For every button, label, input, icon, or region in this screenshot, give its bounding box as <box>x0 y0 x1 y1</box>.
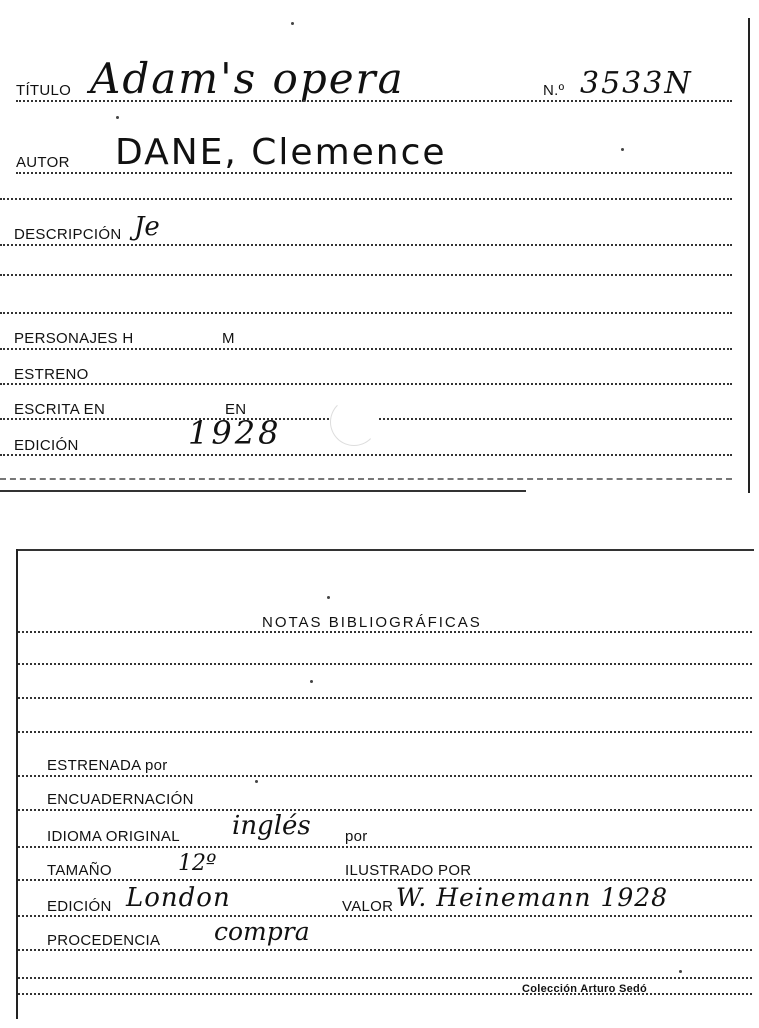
edicion-label: EDICIÓN <box>14 437 79 454</box>
procedencia-value: compra <box>214 917 310 946</box>
blank-rule-3 <box>0 312 732 314</box>
valor-value: W. Heinemann 1928 <box>396 883 669 912</box>
coleccion-stamp: Colección Arturo Sedó <box>522 983 648 995</box>
scan-speck <box>327 596 330 599</box>
tamano-rule <box>18 879 752 881</box>
estrenada-label: ESTRENADA por <box>47 757 168 774</box>
descripcion-rule <box>0 244 732 246</box>
heading-rule <box>18 631 752 633</box>
scan-speck <box>255 780 258 783</box>
autor-label: AUTOR <box>16 154 70 171</box>
autor-value: DANE, Clemence <box>115 132 447 173</box>
idioma-por-label: por <box>345 828 368 845</box>
procedencia-label: PROCEDENCIA <box>47 932 161 949</box>
bottom-rule <box>0 478 732 480</box>
paper-smudge <box>330 398 378 446</box>
numero-label: N.º <box>543 82 565 99</box>
tamano-value: 12º <box>178 851 217 876</box>
estreno-label: ESTRENO <box>14 366 89 383</box>
scan-speck <box>310 680 313 683</box>
card-right-border <box>748 18 750 493</box>
estrenada-rule <box>18 775 752 777</box>
edicion-rule <box>0 454 732 456</box>
bottom-rule-2 <box>18 993 752 995</box>
blank-rule-1 <box>0 198 732 200</box>
titulo-value: Adam's opera <box>90 54 405 103</box>
escrita-en-label: EN <box>225 401 247 418</box>
blank-rule-d <box>18 977 752 979</box>
idioma-value: inglés <box>232 811 311 841</box>
personajes-m-label: M <box>222 330 235 347</box>
titulo-label: TÍTULO <box>16 82 72 99</box>
scan-speck <box>116 116 119 119</box>
idioma-rule <box>18 846 752 848</box>
edicion2-rule <box>18 915 752 917</box>
encuadernacion-label: ENCUADERNACIÓN <box>47 791 194 808</box>
scan-speck <box>621 148 624 151</box>
autor-rule <box>16 172 732 174</box>
idioma-label: IDIOMA ORIGINAL <box>47 828 180 845</box>
scan-speck <box>291 22 294 25</box>
descripcion-label: DESCRIPCIÓN <box>14 226 122 243</box>
scan-speck <box>679 970 682 973</box>
numero-value: 3533N <box>580 66 693 101</box>
blank-rule-a <box>18 663 752 665</box>
tamano-label: TAMAÑO <box>47 862 112 879</box>
edicion2-value: London <box>126 883 231 913</box>
procedencia-rule <box>18 949 752 951</box>
valor-label: VALOR <box>342 898 394 915</box>
notas-heading: NOTAS BIBLIOGRÁFICAS <box>262 614 482 631</box>
edicion-value: 1928 <box>188 414 282 452</box>
edicion2-label: EDICIÓN <box>47 898 112 915</box>
catalog-card-bottom <box>0 545 759 1028</box>
encuadernacion-rule <box>18 809 752 811</box>
escrita-label: ESCRITA EN <box>14 401 106 418</box>
personajes-rule <box>0 348 732 350</box>
titulo-rule <box>16 100 732 102</box>
blank-rule-b <box>18 697 752 699</box>
ilustrado-label: ILUSTRADO POR <box>345 862 472 879</box>
card-bottom-edge <box>0 490 526 492</box>
descripcion-value: Je <box>134 212 160 242</box>
blank-rule-c <box>18 731 752 733</box>
blank-rule-2 <box>0 274 732 276</box>
estreno-rule <box>0 383 732 385</box>
catalog-card-top <box>0 0 759 495</box>
personajes-label: PERSONAJES H <box>14 330 134 347</box>
card-top-edge <box>16 549 754 551</box>
